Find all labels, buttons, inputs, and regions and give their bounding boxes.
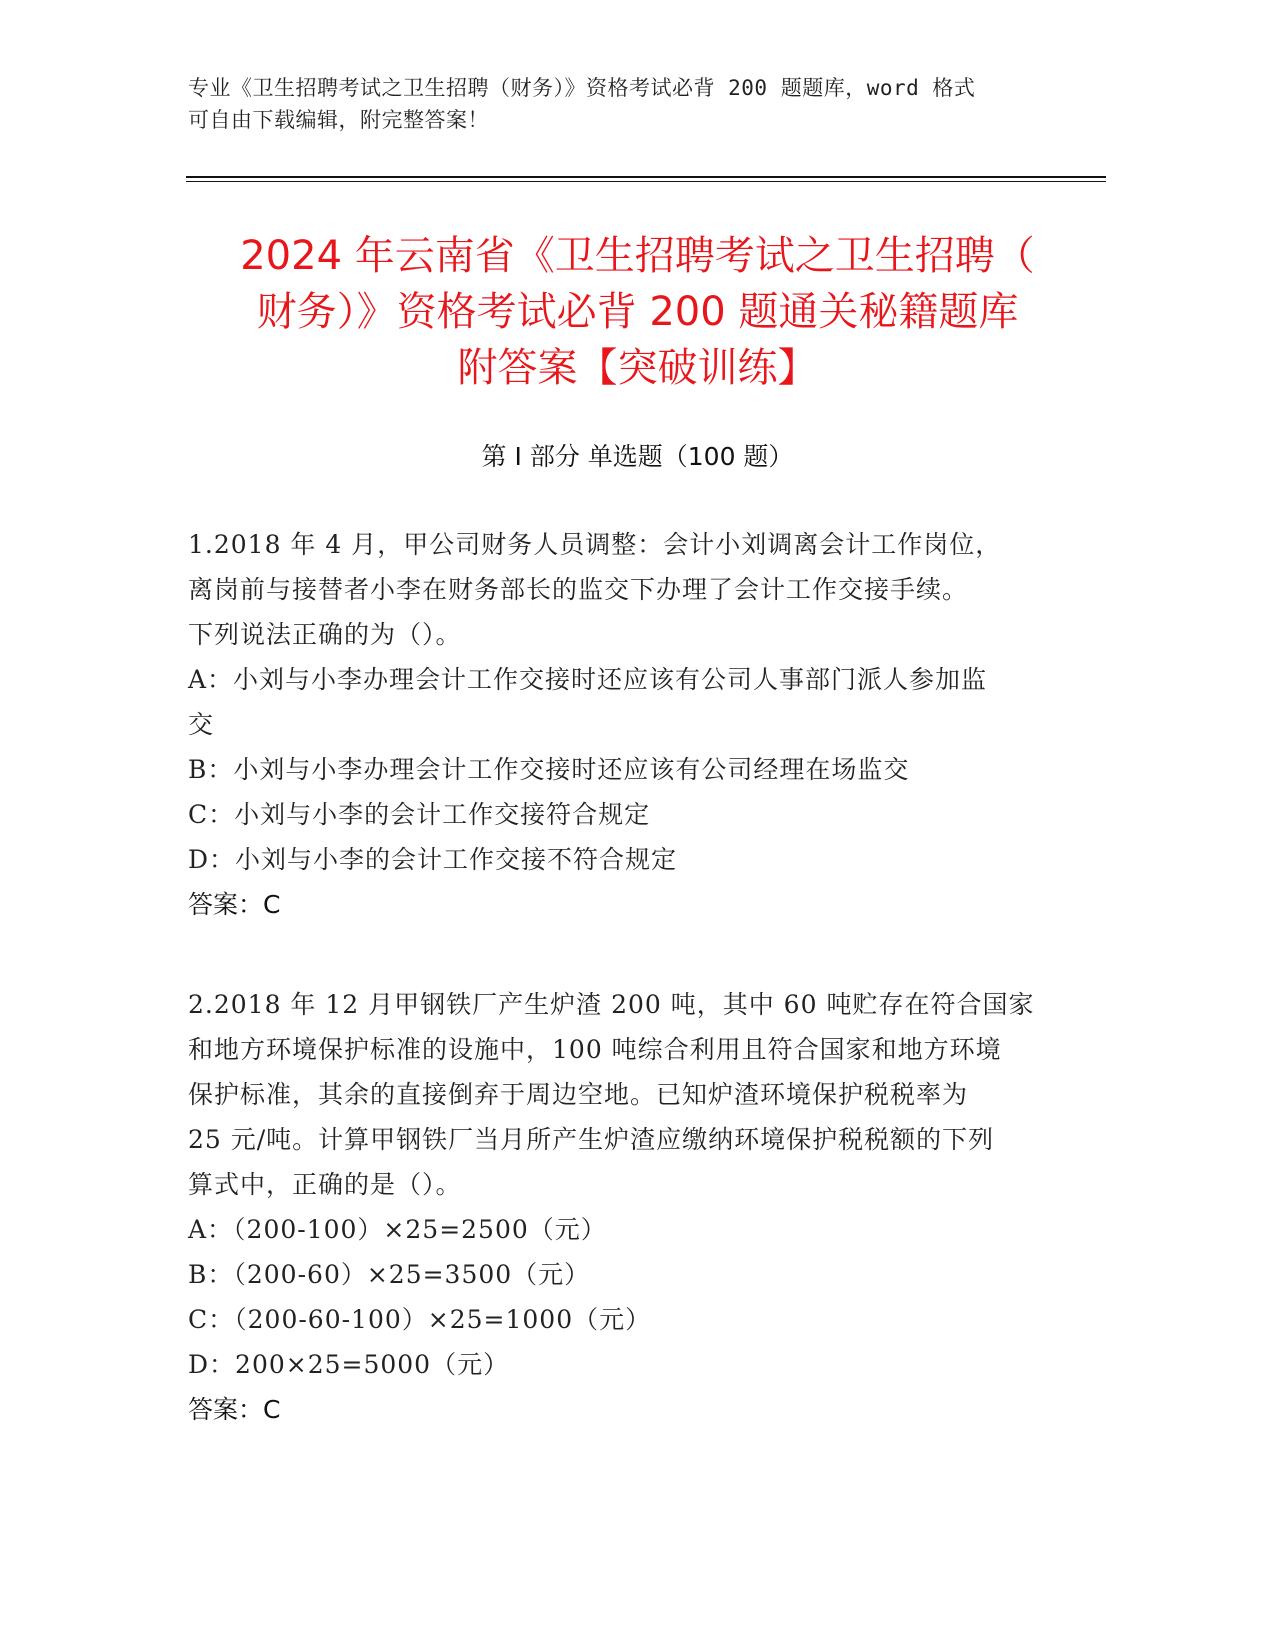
- header-divider-thick: [186, 176, 1106, 178]
- option-b: B：小刘与小李办理会计工作交接时还应该有公司经理在场监交: [188, 755, 910, 784]
- question-stem-line: 和地方环境保护标准的设施中，100 吨综合利用且符合国家和地方环境: [188, 1035, 1002, 1064]
- title-line: 附答案【突破训练】: [457, 345, 818, 391]
- question-stem-line: 25 元/吨。计算甲钢铁厂当月所产生炉渣应缴纳环境保护税税额的下列: [188, 1125, 995, 1154]
- title-line: 2024 年云南省《卫生招聘考试之卫生招聘（: [240, 233, 1035, 279]
- option-b: B：（200-60）×25=3500（元）: [188, 1260, 591, 1289]
- answer-line: 答案：C: [188, 890, 281, 919]
- section-heading: 第 I 部分 单选题（100 题）: [481, 442, 794, 471]
- option-c: C：（200-60-100）×25=1000（元）: [188, 1305, 652, 1334]
- question-stem-line: 离岗前与接替者小李在财务部长的监交下办理了会计工作交接手续。: [188, 575, 969, 604]
- document-title: [150, 228, 1125, 396]
- option-a: A：（200-100）×25=2500（元）: [188, 1215, 607, 1244]
- option-d: D：小刘与小李的会计工作交接不符合规定: [188, 845, 678, 874]
- header-line: 专业《卫生招聘考试之卫生招聘（财务）》资格考试必背 200 题题库，word 格式: [188, 76, 976, 100]
- document-header: [188, 72, 1088, 136]
- question-item: [188, 982, 1088, 1432]
- header-line: 可自由下载编辑，附完整答案！: [188, 108, 489, 132]
- question-stem-line: 下列说法正确的为（）。: [188, 620, 462, 649]
- title-line: 财务）》资格考试必背 200 题通关秘籍题库: [256, 289, 1019, 335]
- question-item: [188, 522, 1088, 927]
- option-a-continued: 交: [188, 710, 215, 739]
- question-stem-line: 2.2018 年 12 月甲钢铁厂产生炉渣 200 吨，其中 60 吨贮存在符合国家: [188, 990, 1035, 1019]
- header-divider-thin: [186, 181, 1106, 182]
- question-stem-line: 1.2018 年 4 月，甲公司财务人员调整：会计小刘调离会计工作岗位，: [188, 530, 1002, 559]
- option-c: C：小刘与小李的会计工作交接符合规定: [188, 800, 651, 829]
- question-stem-line: 算式中，正确的是（）。: [188, 1170, 462, 1199]
- answer-line: 答案：C: [188, 1395, 281, 1424]
- question-stem-line: 保护标准，其余的直接倒弃于周边空地。已知炉渣环境保护税税率为: [188, 1080, 969, 1109]
- option-a: A：小刘与小李办理会计工作交接时还应该有公司人事部门派人参加监: [188, 665, 988, 694]
- option-d: D：200×25=5000（元）: [188, 1350, 510, 1379]
